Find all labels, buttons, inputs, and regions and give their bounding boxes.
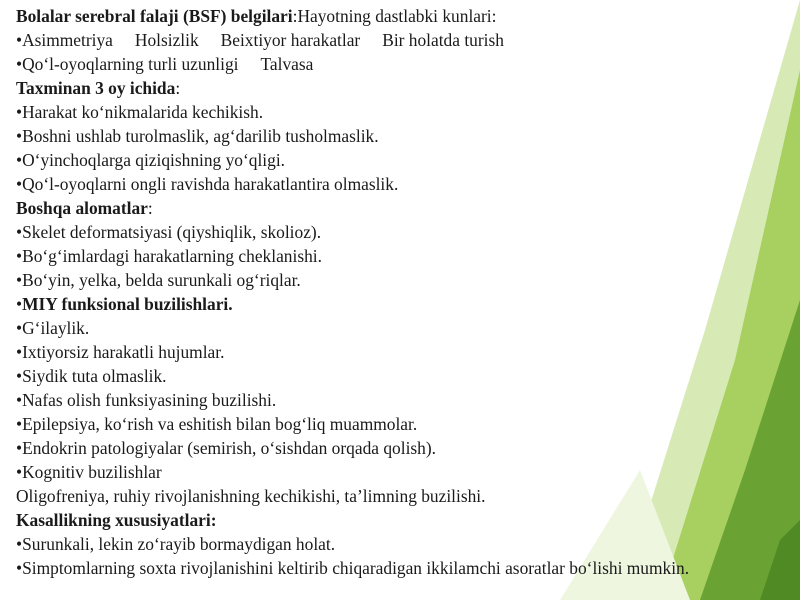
heading-rest: : [175, 78, 181, 98]
sign-item: •Asimmetriya [16, 30, 113, 50]
list-item: •Harakat ko‘nikmalarida kechikish. [16, 102, 264, 122]
heading-bold: MIY funksional buzilishlari. [22, 294, 233, 314]
heading-other-symptoms [16, 196, 796, 220]
sign-item: Talvasa [260, 54, 314, 74]
list-item: •Nafas olish funksiyasining buzilishi. [16, 390, 277, 410]
sign-item: Holsizlik [134, 30, 199, 50]
sign-item: Beixtiyor harakatlar [220, 30, 361, 50]
heading-bold: Boshqa alomatlar [16, 198, 148, 218]
list-item-continuation: Oligofreniya, ruhiy rivojlanishning kechikishi, ta’limning buzilishi. [16, 486, 486, 506]
list-item: •Skelet deformatsiyasi (qiyshiqlik, skolioz). [16, 222, 322, 242]
heading-bold: Bolalar serebral falaji (BSF) belgilari [16, 6, 293, 26]
list-item: •O‘yinchoqlarga qiziqishning yo‘qligi. [16, 150, 286, 170]
signs-row-2 [16, 52, 796, 76]
list-item: •Bo‘yin, yelka, belda surunkali og‘riqlar. [16, 270, 301, 290]
heading-rest: :Hayotning dastlabki kunlari: [292, 6, 497, 26]
slide-text [16, 4, 796, 580]
heading-three-months [16, 76, 796, 100]
list-item: •Bo‘g‘imlardagi harakatlarning cheklanishi. [16, 246, 322, 266]
sign-item: Bir holatda turish [382, 30, 504, 50]
heading-brain-disorders [16, 292, 796, 316]
list-item: •Ixtiyorsiz harakatli hujumlar. [16, 342, 225, 362]
list-item: •G‘ilaylik. [16, 318, 90, 338]
list-item: •Surunkali, lekin zo‘rayib bormaydigan holat. [16, 534, 336, 554]
signs-row-1 [16, 28, 796, 52]
list-item: •Boshni ushlab turolmaslik, ag‘darilib tusholmaslik. [16, 126, 379, 146]
list-item: •Kognitiv buzilishlar [16, 462, 162, 482]
list-item: •Siydik tuta olmaslik. [16, 366, 167, 386]
bullet: • [16, 294, 23, 314]
heading-bold: Taxminan 3 oy ichida [16, 78, 176, 98]
list-item: •Epilepsiya, ko‘rish va eshitish bilan bog‘liq muammolar. [16, 414, 418, 434]
heading-rest: : [147, 198, 153, 218]
list-item: •Qo‘l-oyoqlarni ongli ravishda harakatlantira olmaslik. [16, 174, 399, 194]
heading-bold: Kasallikning xususiyatlari: [16, 510, 217, 530]
list-item: •Simptomlarning soxta rivojlanishini keltirib chiqaradigan ikkilamchi asoratlar bo‘lishi mumkin. [16, 558, 690, 578]
list-item: •Endokrin patologiyalar (semirish, o‘sishdan orqada qolish). [16, 438, 436, 458]
heading-disease-features [16, 508, 796, 532]
sign-item: •Qo‘l-oyoqlarning turli uzunligi [16, 54, 239, 74]
heading-bsf-signs [16, 4, 796, 28]
